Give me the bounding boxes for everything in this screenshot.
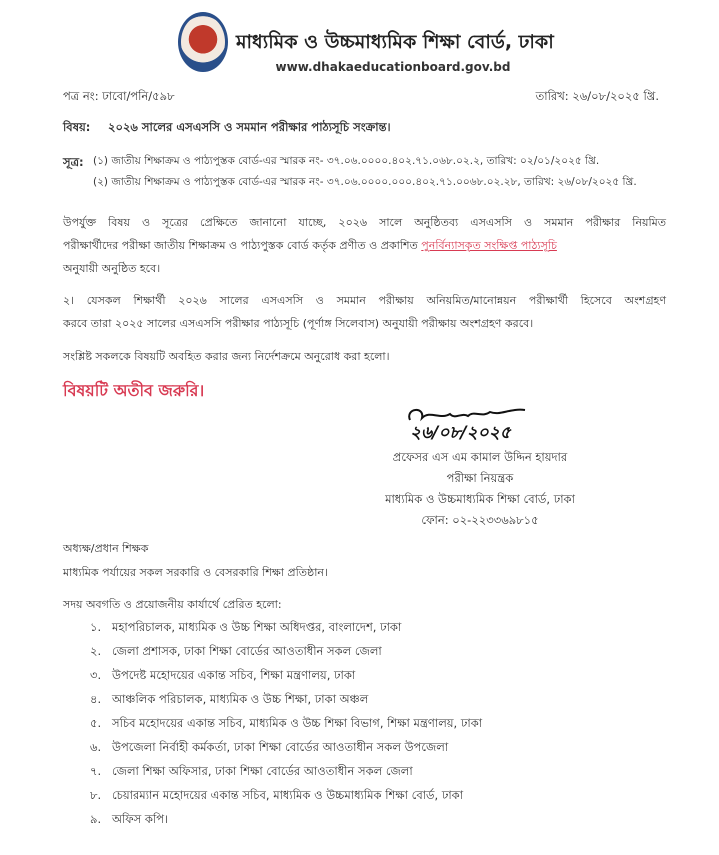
list-text: মহাপরিচালক, মাধ্যমিক ও উচ্চ শিক্ষা অধিদপ্তর, বাংলাদেশ, ঢাকা [112,620,402,634]
list-num: ৪. [90,692,102,706]
para2-line1: ২। যেসকল শিক্ষার্থী ২০২৬ সালের এসএসসি ও সমমান পরীক্ষায় অনিয়মিত/মানোন্নয়ন পরীক্ষার্থী হিসেবে অংশগ্রহণ [63,294,666,307]
list-num: ৩. [90,668,102,682]
website-url: www.dhakaeducationboard.gov.bd [275,60,511,74]
list-item [0,763,719,781]
list-text: জেলা শিক্ষা অফিসার, ঢাকা শিক্ষা বোর্ডের আওতাধীন সকল জেলা [112,764,413,778]
list-item [0,619,719,637]
list-num: ৮. [90,788,102,802]
para1-line3: অনুযায়ী অনুষ্ঠিত হবে। [63,262,161,275]
list-num: ৭. [90,764,102,778]
list-num: ৯. [90,812,102,826]
signatory-name: প্রফেসর এস এম কামাল উদ্দিন হায়দার [392,450,568,464]
sutra-item: (১) জাতীয় শিক্ষাক্রম ও পাঠ্যপুস্তক বোর্ড-এর স্মারক নং- ৩৭.০৬.০০০০.৪০২.৭১.০৬৮.০২.২, তারিখ: ০২/০১/২০২৫ খ্রি. [93,155,600,167]
para1-highlight: পুনর্বিন্যাসকৃত সংক্ষিপ্ত পাঠ্যসূচি [421,239,557,252]
board-title: মাধ্যমিক ও উচ্চমাধ্যমিক শিক্ষা বোর্ড, ঢাকা [236,31,554,53]
addressee-line1: অধ্যক্ষ/প্রধান শিক্ষক [63,542,149,555]
list-item [0,643,719,661]
para2-line2: করবে তারা ২০২৫ সালের এসএসসি পরীক্ষার পাঠ্যসূচি (পূর্ণাঙ্গ সিলেবাস) অনুযায়ী পরীক্ষায় অংশগ্রহণ করবে। [63,317,534,330]
list-num: ৬. [90,740,102,754]
memo-ref-no: পত্র নং: ঢাবো/পনি/৫৯৮ [63,89,175,103]
list-text: অফিস কপি। [112,812,169,826]
list-num: ১. [90,620,102,634]
list-item [0,715,719,733]
urgent-notice: বিষয়টি অতীব জরুরি। [63,381,205,400]
para1-text: পরীক্ষার্থীদের পরীক্ষা জাতীয় শিক্ষাক্রম ও পাঠ্যপুস্তক বোর্ড কর্তৃক প্রণীত ও প্রকাশিত [63,239,418,252]
list-item [0,739,719,757]
signature-date: ২৬/০৮/২০২৫ [410,423,511,443]
para3: সংশ্লিষ্ট সকলকে বিষয়টি অবহিত করার জন্য নির্দেশক্রমে অনুরোধ করা হলো। [63,350,390,363]
list-text: জেলা প্রশাসক, ঢাকা শিক্ষা বোর্ডের আওতাধীন সকল জেলা [112,644,382,658]
list-item [0,691,719,709]
list-text: উপদেষ্ট মহোদয়ের একান্ত সচিব, শিক্ষা মন্ত্রণালয়, ঢাকা [112,668,356,682]
para1-line2 [63,237,557,256]
list-text: আঞ্চলিক পরিচালক, মাধ্যমিক ও উচ্চ শিক্ষা, ঢাকা অঞ্চল [112,692,369,706]
list-text: চেয়ারম্যান মহোদয়ের একান্ত সচিব, মাধ্যমিক ও উচ্চমাধ্যমিক শিক্ষা বোর্ড, ঢাকা [112,788,464,802]
memo-date: তারিখ: ২৬/০৮/২০২৫ খ্রি. [535,89,659,103]
signatory-phone: ফোন: ০২-২২৩৩৬৯৮১৫ [421,513,539,527]
sutra-label: সূত্র: [63,155,84,169]
list-item [0,667,719,685]
sutra-item: (২) জাতীয় শিক্ষাক্রম ও পাঠ্যপুস্তক বোর্ড-এর স্মারক নং- ৩৭.০৬.০০০০.০০০.৪০২.৭১.০০৬৮.০২.২৮, তারিখ: ২৬/০৮/২০২৫ খ্রি. [93,176,637,188]
list-text: সচিব মহোদয়ের একান্ত সচিব, মাধ্যমিক ও উচ্চ শিক্ষা বিভাগ, শিক্ষা মন্ত্রণালয়, ঢাকা [112,716,483,730]
addressee-line2: মাধ্যমিক পর্যায়ের সকল সরকারি ও বেসরকারি শিক্ষা প্রতিষ্ঠান। [63,566,328,579]
subject-label: বিষয়: [63,120,91,134]
list-item [0,811,719,829]
signatory-office: মাধ্যমিক ও উচ্চমাধ্যমিক শিক্ষা বোর্ড, ঢাকা [385,492,575,506]
list-num: ৫. [90,716,102,730]
list-text: উপজেলা নির্বাহী কর্মকর্তা, ঢাকা শিক্ষা বোর্ডের আওতাধীন সকল উপজেলা [112,740,449,754]
para1-line1: উপর্যুক্ত বিষয় ও সূত্রের প্রেক্ষিতে জানানো যাচ্ছে, ২০২৬ সালে অনুষ্ঠিতব্য এসএসসি ও সমমান পরীক্ষার নিয়মিত [63,216,666,229]
signatory-designation: পরীক্ষা নিয়ন্ত্রক [446,471,514,485]
subject-text: ২০২৬ সালের এসএসসি ও সমমান পরীক্ষার পাঠ্যসূচি সংক্রান্ত। [108,120,391,134]
list-item [0,787,719,805]
list-num: ২. [90,644,102,658]
copy-heading: সদয় অবগতি ও প্রয়োজনীয় কার্যার্থে প্রেরিত হলো: [63,598,282,611]
